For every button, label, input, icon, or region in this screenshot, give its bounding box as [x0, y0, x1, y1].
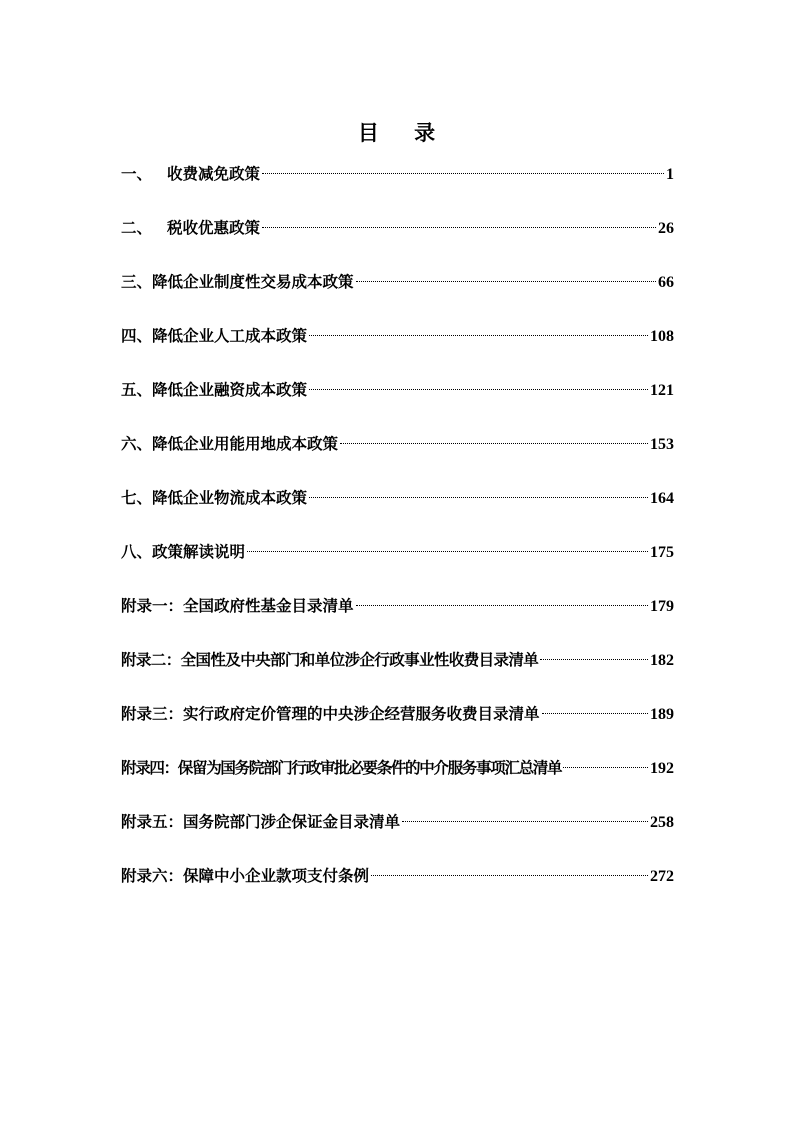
toc-entry-page: 258: [650, 814, 674, 831]
toc-entry-page: 182: [650, 652, 674, 669]
toc-entry-title: 附录四：保留为国务院部门行政审批必要条件的中介服务事项汇总清单: [121, 759, 562, 777]
page-title: 目 录: [357, 121, 450, 146]
toc-entry-title: 附录二：全国性及中央部门和单位涉企行政事业性收费目录清单: [121, 651, 539, 669]
dot-leader: [356, 605, 648, 606]
dot-leader: [371, 875, 648, 876]
dot-leader: [262, 227, 656, 228]
toc-entry-page: 192: [650, 760, 674, 777]
dot-leader: [340, 443, 648, 444]
toc-entry-title: 附录六：保障中小企业款项支付条例: [121, 867, 370, 885]
dot-leader: [542, 713, 648, 714]
toc-entry-title: 六、降低企业用能用地成本政策: [121, 435, 339, 453]
toc-entry[interactable]: [121, 754, 674, 808]
toc-entry-title: 三、降低企业制度性交易成本政策: [121, 273, 354, 291]
toc-entry-page: 153: [650, 436, 674, 453]
toc-entry-page: 26: [658, 220, 674, 237]
dot-leader: [247, 551, 648, 552]
toc-entry[interactable]: [121, 484, 674, 538]
toc-entry[interactable]: [121, 376, 674, 430]
toc-entry-label: [121, 214, 260, 242]
toc-entry-page: 121: [650, 382, 674, 399]
dot-leader: [309, 497, 648, 498]
toc-entry[interactable]: [121, 700, 674, 754]
toc-entry[interactable]: [121, 214, 674, 268]
toc-entry-page: 164: [650, 490, 674, 507]
table-of-contents: [121, 160, 674, 916]
toc-entry-page: 66: [658, 274, 674, 291]
toc-entry[interactable]: [121, 862, 674, 916]
dot-leader: [309, 389, 648, 390]
toc-entry-title: 附录一：全国政府性基金目录清单: [121, 597, 354, 615]
toc-entry-page: 189: [650, 706, 674, 723]
toc-entry-title: 税收优惠政策: [167, 219, 261, 237]
toc-entry-title: 五、降低企业融资成本政策: [121, 381, 308, 399]
dot-leader: [309, 335, 648, 336]
toc-entry[interactable]: [121, 592, 674, 646]
toc-entry[interactable]: [121, 808, 674, 862]
toc-entry[interactable]: [121, 538, 674, 592]
toc-entry[interactable]: [121, 160, 674, 214]
toc-entry-title: 八、政策解读说明: [121, 543, 246, 561]
toc-entry-title: 附录五：国务院部门涉企保证金目录清单: [121, 813, 401, 831]
toc-entry-label: [121, 160, 260, 188]
dot-leader: [262, 173, 664, 174]
toc-entry-page: 179: [650, 598, 674, 615]
toc-entry-page: 272: [650, 868, 674, 885]
toc-entry[interactable]: [121, 268, 674, 322]
dot-leader: [356, 281, 656, 282]
dot-leader: [563, 767, 648, 768]
toc-entry[interactable]: [121, 430, 674, 484]
toc-entry[interactable]: [121, 322, 674, 376]
toc-entry-title: 收费减免政策: [167, 165, 261, 183]
toc-entry-page: 108: [650, 328, 674, 345]
toc-entry-number: 一、: [121, 165, 153, 183]
dot-leader: [540, 659, 648, 660]
toc-entry-title: 七、降低企业物流成本政策: [121, 489, 308, 507]
toc-entry[interactable]: [121, 646, 674, 700]
toc-entry-title: 附录三：实行政府定价管理的中央涉企经营服务收费目录清单: [121, 705, 540, 723]
dot-leader: [402, 821, 648, 822]
toc-entry-page: 175: [650, 544, 674, 561]
toc-entry-number: 二、: [121, 219, 153, 237]
toc-entry-page: 1: [666, 166, 674, 183]
toc-entry-title: 四、降低企业人工成本政策: [121, 327, 308, 345]
